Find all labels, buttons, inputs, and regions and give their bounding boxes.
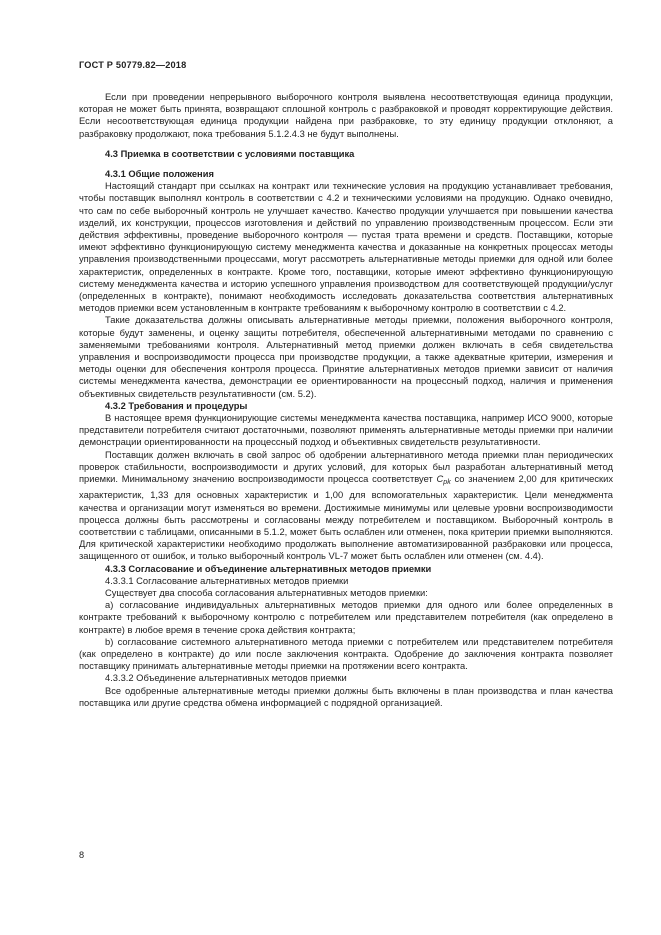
section-4-3-2-paragraph-1: В настоящее время функционирующие системы менеджмента качества поставщика, например ИСО 9000, которые представители потребителя считают достаточными, позволяют применять альтернативные методы приемки при наличии демонстрации ориентированности на процессный подход и объективных свидетельств результативности.: [79, 413, 613, 448]
document-header: ГОСТ Р 50779.82—2018: [79, 60, 187, 70]
paragraph-2-part-a: Поставщик должен включать в свой запрос об одобрении альтернативного метода приемки план периодических проверок стабильности, воспроизводимости и других условий, для которых был разработан альтернативный метод приемки. Минимальному значению воспроизводимости процесса соответствует: [79, 449, 613, 485]
list-item-b: b) согласование системного альтернативного метода приемки с потребителем или представителем потребителя (как определено в контракте) до или после заключения контракта. Одобрение до заключения контракта позволяет поставщику принимать альтернативные методы приемки на протяжении всего контракта.: [79, 636, 613, 672]
section-4-3-3-1-paragraph: Существует два способа согласования альтернативных методов приемки:: [105, 587, 428, 598]
page-number: 8: [79, 850, 85, 860]
document-body: [79, 91, 613, 709]
section-4-3-2-paragraph-2: [79, 449, 613, 563]
paragraph-2-part-b: со значением 2,00 для критических характеристик, 1,33 для основных характеристик и 1,00 для вспомогательных характеристик. Цели менеджмента качества и организации могут изменяться во времени. Достижимые минимумы или целевые уровни воспроизводимости процесса должны быть рассмотрены и согласованы между потребителем и поставщиком. Выборочный контроль в соответствии с таблицами, описанными в 5.1.2, может быть ослаблен или отменен, пока критерии приемки выполняются. Для критической характеристики необходимо продолжать выполнение автоматизированной разбраковки или процесса, защищенного от ошибок, и только выборочный контроль VL-7 может быть ослаблен или отменен (см. 4.4).: [79, 474, 613, 562]
section-4-3-1-paragraph-1: Настоящий стандарт при ссылках на контракт или технические условия на продукцию устанавливает требования, чтобы поставщик выполнял контроль в соответствии с 4.2 и техническими условиями на продукцию. Однако очевидно, что сам по себе выборочный контроль не улучшает качество. Качество продукции улучшается при повышении качества изделий, их конструкции, процессов изготовления и действий по управлению производственным процессом. Если эти действия эффективны, проведение выборочного контроля — пустая трата времени и средств. Поставщики, которые имеют эффективно функционирующую систему менеджмента качества и доказанные на конкретных процессах методы управления производственными процессами, могут рассмотреть альтернативные методы приемки для одной или более характеристик, определенных в контракте. Кроме того, поставщики, которые имеют эффективно функционирующую систему менеджмента качества и историю успешного управления производством для соответствующей продукции/услуг (определенных в контракте), понимают необходимость исследовать доказательства соответствия альтернативных методов приемки всем установленным в контракте требованиям к выборочному контролю в соответствии с 4.2.: [79, 181, 613, 314]
list-item-a: a) согласование индивидуальных альтернативных методов приемки для одного или более определенных в контракте требований к выборочному контролю с потребителем или представителем потребителя (как определено в контракте) в любое время в течение срока действия контракта;: [79, 600, 613, 635]
section-4-3-3-heading: 4.3.3 Согласование и объединение альтернативных методов приемки: [105, 563, 432, 574]
section-4-3-heading: 4.3 Приемка в соответствии с условиями поставщика: [105, 148, 355, 159]
cpk-symbol: C: [436, 474, 444, 485]
intro-paragraph: Если при проведении непрерывного выборочного контроля выявлена несоответствующая единица продукции, которая не может быть принята, возвращают сплошной контроль с разбраковкой и проводят корректирующие действия. Если несоответствующая единица продукции найдена при разбраковке, то эту единицу продукции отклоняют, а разбраковку продолжают, пока требования 5.1.2.4.3 не будут выполнены.: [79, 92, 613, 139]
section-4-3-1-paragraph-2: Такие доказательства должны описывать альтернативные методы приемки, положения выборочного контроля, которые будут заменены, и оценку защиты потребителя, обеспеченной альтернативными методами по сравнению с заменяемыми требованиями контроля. Альтернативный метод приемки должен включать в себя свидетельства управления и воспроизводимости процесса при производстве продукции, а также адекватные критерии, измерения и методы оценки для обеспечения контроля процесса. Принятие альтернативных методов приемки зависит от наличия системы менеджмента качества, демонстрации ее ориентированности на процессный подход, наличия и применения объективных свидетельств результативности (см. 5.2).: [79, 315, 613, 399]
section-4-3-3-2-heading: 4.3.3.2 Объединение альтернативных методов приемки: [105, 673, 347, 684]
section-4-3-1-heading: 4.3.1 Общие положения: [105, 169, 214, 180]
section-4-3-2-heading: 4.3.2 Требования и процедуры: [105, 400, 248, 411]
cpk-subscript: pk: [443, 479, 451, 487]
section-4-3-3-1-heading: 4.3.3.1 Согласование альтернативных методов приемки: [105, 575, 349, 586]
section-4-3-3-2-paragraph: Все одобренные альтернативные методы приемки должны быть включены в план производства и план качества поставщика или другие средства обмена информацией с подрядной организацией.: [79, 685, 613, 708]
